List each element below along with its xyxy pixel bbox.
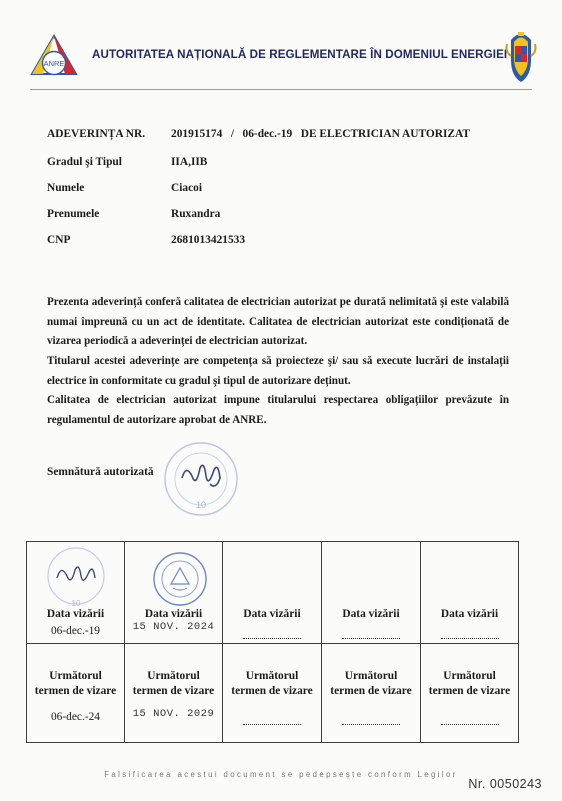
signature-stamp-icon: [45, 544, 107, 610]
next-visa-blank: [223, 716, 321, 728]
legal-warning: Falsificarea acestui document se pedepseşte conform Legilor: [104, 770, 458, 779]
dotted-line: [243, 724, 301, 725]
visa-date-label: Data vizării: [440, 608, 499, 620]
visa-cell: [223, 542, 322, 644]
field-label-grade: Gradul şi Tipul: [47, 156, 122, 168]
next-visa-cell: [223, 644, 322, 743]
field-label-firstname: Prenumele: [47, 208, 100, 220]
visa-date-value: 15 NOV. 2024: [132, 621, 215, 633]
next-visa-label-line2: termen de vizare: [132, 685, 215, 697]
next-visa-cell: [421, 644, 519, 743]
next-visa-row: [27, 644, 519, 743]
visa-date-blank: [322, 630, 420, 642]
dotted-line: [441, 724, 499, 725]
dotted-line: [243, 638, 301, 639]
visa-table: [26, 541, 519, 743]
dotted-line: [342, 724, 400, 725]
next-visa-label-line1: Următorul: [344, 670, 398, 682]
next-visa-label-line1: Următorul: [245, 670, 299, 682]
field-value-surname: Ciacoi: [171, 182, 203, 194]
logo-text: ANRE: [43, 59, 65, 68]
next-visa-blank: [421, 716, 518, 728]
header-divider: [30, 89, 532, 90]
visa-date-blank: [223, 630, 321, 642]
visa-date-label: Data vizării: [342, 608, 400, 620]
next-visa-label-line2: termen de vizare: [34, 685, 117, 697]
signature-label: Semnătură autorizată: [47, 466, 154, 478]
visa-date-value: 06-dec.-19: [50, 625, 101, 637]
field-value-grade: IIA,IIB: [171, 156, 208, 168]
visa-date-label: Data vizării: [243, 608, 301, 620]
certificate-type: DE ELECTRICIAN AUTORIZAT: [300, 128, 470, 140]
dotted-line: [342, 638, 400, 639]
next-visa-label-line2: termen de vizare: [231, 685, 313, 697]
paragraph-obligations: Calitatea de electrician autorizat impune titularului respectarea obligațiilor prevăzute în regulamentul de autorizare aprobat de ANRE.: [47, 394, 509, 426]
next-visa-value: 15 NOV. 2029: [132, 708, 215, 720]
next-visa-label-line1: Următorul: [443, 670, 496, 682]
paragraph-competence: Titularul acestei adeverințe are competența să proiecteze şi/ sau să execute lucrări de instalații electrice în conformitate cu gradul şi tipul de autorizare deținut.: [47, 355, 509, 387]
next-visa-label-line1: Următorul: [49, 670, 102, 682]
field-value-cnp: 2681013421533: [171, 234, 246, 246]
stamp-number: 10: [195, 500, 207, 510]
paragraph-validity: Prezenta adeverință conferă calitatea de electrician autorizat pe durată nelimitată şi este valabilă numai împreună cu un act de identitate. Calitatea de electrician autorizat este condiționată de vizarea periodică a adeverinței de electrician autorizat.: [47, 296, 509, 347]
visa-date-label: Data vizării: [46, 608, 105, 620]
visa-cell: [421, 542, 519, 644]
serial-number: Nr. 0050243: [468, 777, 542, 791]
visa-cell: [322, 542, 421, 644]
next-visa-label-line2: termen de vizare: [428, 685, 511, 697]
next-visa-cell: [322, 644, 421, 743]
stamp-number: 10: [71, 599, 81, 608]
certificate-label: ADEVERINȚA NR.: [47, 128, 146, 140]
anre-logo: [30, 34, 78, 78]
certificate-separator: /: [230, 128, 234, 140]
certificate-number-line: [171, 128, 470, 140]
field-value-firstname: Ruxandra: [171, 208, 221, 220]
certificate-date: 06-dec.-19: [242, 128, 293, 140]
visa-cell: [125, 542, 223, 644]
authority-title: AUTORITATEA NAȚIONALĂ DE REGLEMENTARE ÎN DOMENIUL ENERGIEI: [92, 48, 508, 61]
dotted-line: [441, 638, 499, 639]
next-visa-blank: [322, 716, 420, 728]
visa-date-label: Data vizării: [144, 608, 203, 620]
next-visa-value: 06-dec.-24: [50, 711, 101, 723]
signature-stamp-icon: [160, 438, 242, 520]
visa-date-blank: [421, 630, 518, 642]
next-visa-cell: [125, 644, 223, 743]
next-visa-cell: [27, 644, 125, 743]
next-visa-label-line1: Următorul: [147, 670, 200, 682]
official-stamp-icon: [151, 550, 209, 608]
certificate-number: 201915174: [171, 128, 223, 140]
visa-cell: [27, 542, 125, 644]
visa-date-row: [27, 542, 519, 644]
field-label-cnp: CNP: [47, 234, 71, 246]
next-visa-label-line2: termen de vizare: [330, 685, 412, 697]
romania-coat-of-arms-icon: [505, 30, 537, 84]
field-label-surname: Numele: [47, 182, 85, 194]
